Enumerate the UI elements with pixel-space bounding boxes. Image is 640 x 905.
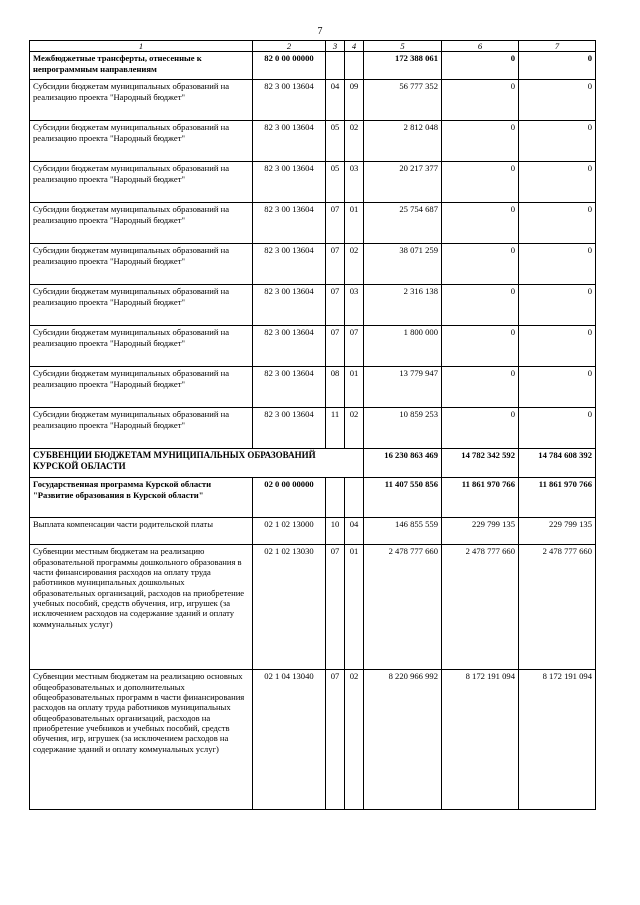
row-value-5: 11 407 550 856 [364,478,442,518]
row-code: 82 3 00 13604 [253,367,326,408]
row-value-6: 14 782 342 592 [442,449,519,478]
row-value-5: 2 478 777 660 [364,545,442,670]
table-row [30,326,596,367]
row-section: 07 [326,203,345,244]
row-value-5: 146 855 559 [364,518,442,545]
row-value-7: 0 [519,244,596,285]
row-name: Субсидии бюджетам муниципальных образований на реализацию проекта "Народный бюджет" [30,244,253,285]
row-section: 07 [326,244,345,285]
row-code: 82 3 00 13604 [253,80,326,121]
row-value-7: 0 [519,285,596,326]
row-value-6: 0 [442,244,519,285]
table-row [30,121,596,162]
row-value-6: 2 478 777 660 [442,545,519,670]
row-code: 02 1 02 13000 [253,518,326,545]
row-value-6: 0 [442,408,519,449]
row-name: Государственная программа Курской области "Развитие образования в Курской области" [30,478,253,518]
row-value-6: 0 [442,121,519,162]
row-value-7: 11 861 970 766 [519,478,596,518]
col-header: 5 [364,41,442,52]
row-code: 82 3 00 13604 [253,326,326,367]
row-subsection: 09 [345,80,364,121]
row-value-7: 0 [519,52,596,80]
row-code: 82 3 00 13604 [253,408,326,449]
table-row [30,162,596,203]
row-code: 82 0 00 00000 [253,52,326,80]
row-value-5: 25 754 687 [364,203,442,244]
row-value-6: 0 [442,80,519,121]
row-value-7: 229 799 135 [519,518,596,545]
col-header: 1 [30,41,253,52]
row-code: 82 3 00 13604 [253,121,326,162]
table-row [30,670,596,810]
row-value-7: 14 784 608 392 [519,449,596,478]
row-subsection: 02 [345,121,364,162]
row-value-5: 172 388 061 [364,52,442,80]
row-value-5: 8 220 966 992 [364,670,442,810]
row-value-6: 0 [442,326,519,367]
row-code: 02 1 04 13040 [253,670,326,810]
budget-table [29,40,596,810]
row-name: Выплата компенсации части родительской платы [30,518,253,545]
row-value-7: 0 [519,162,596,203]
row-section: 07 [326,670,345,810]
col-header: 3 [326,41,345,52]
row-value-5: 13 779 947 [364,367,442,408]
section-title: СУБВЕНЦИИ БЮДЖЕТАМ МУНИЦИПАЛЬНЫХ ОБРАЗОВАНИЙ КУРСКОЙ ОБЛАСТИ [30,449,364,478]
row-value-7: 8 172 191 094 [519,670,596,810]
row-value-6: 8 172 191 094 [442,670,519,810]
row-value-6: 0 [442,367,519,408]
row-subsection: 01 [345,545,364,670]
row-code: 82 3 00 13604 [253,285,326,326]
col-header: 4 [345,41,364,52]
row-subsection: 02 [345,244,364,285]
table-row [30,518,596,545]
page-number: 7 [317,26,323,37]
row-value-6: 229 799 135 [442,518,519,545]
row-value-5: 38 071 259 [364,244,442,285]
row-value-5: 2 316 138 [364,285,442,326]
row-value-6: 0 [442,162,519,203]
row-value-7: 0 [519,326,596,367]
row-value-6: 0 [442,285,519,326]
row-code: 82 3 00 13604 [253,162,326,203]
table-row [30,545,596,670]
row-name: Субсидии бюджетам муниципальных образований на реализацию проекта "Народный бюджет" [30,285,253,326]
row-name: Межбюджетные трансферты, отнесенные к непрограммным направлениям [30,52,253,80]
row-section: 07 [326,545,345,670]
row-section: 10 [326,518,345,545]
row-subsection [345,52,364,80]
table-row [30,478,596,518]
row-code: 02 0 00 00000 [253,478,326,518]
row-section: 04 [326,80,345,121]
table-row [30,244,596,285]
row-section: 07 [326,285,345,326]
row-value-7: 0 [519,408,596,449]
row-value-7: 0 [519,121,596,162]
table-row [30,203,596,244]
row-subsection: 03 [345,162,364,203]
row-subsection: 07 [345,326,364,367]
col-header: 2 [253,41,326,52]
row-name: Субсидии бюджетам муниципальных образований на реализацию проекта "Народный бюджет" [30,80,253,121]
row-subsection: 04 [345,518,364,545]
table-row [30,367,596,408]
section-row [30,449,596,478]
header-row [30,41,596,52]
row-name: Субсидии бюджетам муниципальных образований на реализацию проекта "Народный бюджет" [30,367,253,408]
row-subsection: 01 [345,367,364,408]
row-value-6: 0 [442,52,519,80]
col-header: 6 [442,41,519,52]
table-row [30,80,596,121]
table-row [30,408,596,449]
row-subsection [345,478,364,518]
table-row [30,52,596,80]
row-value-5: 2 812 048 [364,121,442,162]
row-subsection: 01 [345,203,364,244]
row-value-6: 11 861 970 766 [442,478,519,518]
row-code: 02 1 02 13030 [253,545,326,670]
row-name: Субсидии бюджетам муниципальных образований на реализацию проекта "Народный бюджет" [30,121,253,162]
row-section: 07 [326,326,345,367]
row-name: Субвенции местным бюджетам на реализацию основных общеобразовательных и дополнительных общеобразовательных программ в части финансирования расходов на оплату труда работников муниципальных общеобразовательных организаций, расходов на приобретение учебников и учебных пособий, средств обучения, игр, игрушек (за исключением расходов на содержание зданий и оплату коммунальных услуг) [30,670,253,810]
table-row [30,285,596,326]
row-value-7: 0 [519,80,596,121]
col-header: 7 [519,41,596,52]
row-value-7: 0 [519,367,596,408]
row-code: 82 3 00 13604 [253,244,326,285]
row-section [326,478,345,518]
row-value-7: 2 478 777 660 [519,545,596,670]
row-subsection: 03 [345,285,364,326]
row-code: 82 3 00 13604 [253,203,326,244]
row-name: Субвенции местным бюджетам на реализацию образовательной программы дошкольного образования в части финансирования расходов на оплату труда работников муниципальных дошкольных образовательных организаций, расходов на приобретение учебных пособий, средств обучения, игр, игрушек (за исключением расходов на содержание зданий и оплату коммунальных услуг) [30,545,253,670]
row-value-5: 16 230 863 469 [364,449,442,478]
row-value-5: 10 859 253 [364,408,442,449]
row-value-6: 0 [442,203,519,244]
row-value-5: 1 800 000 [364,326,442,367]
row-section: 08 [326,367,345,408]
row-value-7: 0 [519,203,596,244]
row-name: Субсидии бюджетам муниципальных образований на реализацию проекта "Народный бюджет" [30,408,253,449]
row-section: 05 [326,162,345,203]
row-value-5: 56 777 352 [364,80,442,121]
row-name: Субсидии бюджетам муниципальных образований на реализацию проекта "Народный бюджет" [30,162,253,203]
row-section: 05 [326,121,345,162]
row-section: 11 [326,408,345,449]
row-subsection: 02 [345,408,364,449]
row-name: Субсидии бюджетам муниципальных образований на реализацию проекта "Народный бюджет" [30,326,253,367]
row-section [326,52,345,80]
row-subsection: 02 [345,670,364,810]
row-name: Субсидии бюджетам муниципальных образований на реализацию проекта "Народный бюджет" [30,203,253,244]
row-value-5: 20 217 377 [364,162,442,203]
